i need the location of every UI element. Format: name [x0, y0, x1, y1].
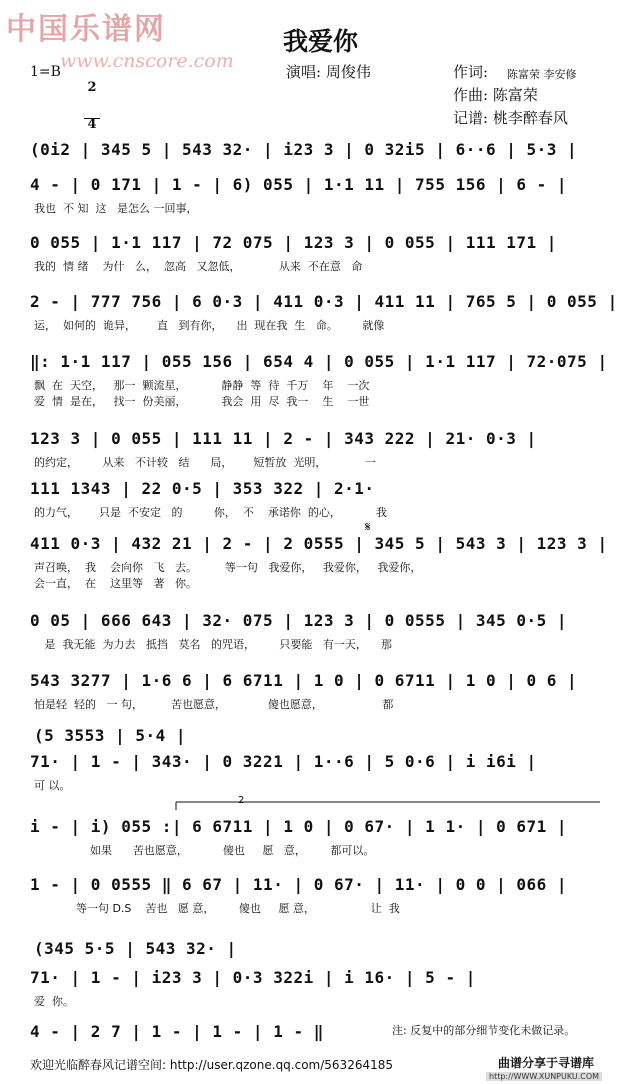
notation-line: (0i2 | 345 5 | 543 32· | i23 3 | 0 32i5 | 6··6 | 5·3 | — [30, 140, 578, 159]
singer-credit: 演唱: 周俊伟 — [286, 63, 371, 81]
time-signature-top: 2 — [87, 80, 97, 95]
notation-line: 4 - | 2 7 | 1 - | 1 - | 1 - ‖ — [30, 1022, 324, 1041]
notation-line: ‖: 1·1 117 | 055 156 | 654 4 | 0 055 | 1·1 117 | 72·075 | — [30, 352, 608, 371]
notation-line: 0 055 | 1·1 117 | 72 075 | 123 3 | 0 055 | 111 171 | — [30, 233, 557, 252]
lyric-line: 飘 在 天空， 那一 颗流星， 静静 等 待 千万 年 一次 — [34, 379, 370, 392]
song-title: 我爱你 — [282, 27, 358, 56]
lyricist-label: 作词: — [453, 63, 489, 81]
lyric-line: 会一直， 在 这里等 著 你。 — [34, 577, 197, 590]
source-logo-url: http://WWW.XUNPUKU.COM — [486, 1072, 602, 1081]
time-signature-bottom: 4 — [84, 118, 100, 131]
site-watermark: 中国乐谱网 — [6, 12, 166, 47]
notation-line: 543 3277 | 1·6 6 | 6 6711 | 1 0 | 0 6711 | 1 0 | 0 6 | — [30, 671, 578, 690]
notation-line: (5 3553 | 5·4 | — [34, 726, 186, 745]
notation-line: 2 - | 777 756 | 6 0·3 | 411 0·3 | 411 11 | 765 5 | 0 055 | — [30, 292, 618, 311]
notation-line: 1 - | 0 0555 ‖ 6 67 | 11· | 0 67· | 11· | 0 0 | 066 | — [30, 875, 568, 894]
lyric-line: 的约定， 从来 不计较 结 局， 短暂放 光明， 一 — [34, 456, 376, 469]
lyric-line: 我也 不 知 这 是怎么 一回事， — [34, 202, 198, 215]
transcription-note: 注: 反复中的部分细节变化未做记录。 — [392, 1024, 576, 1037]
composer-credit: 作曲: 陈富荣 — [453, 86, 538, 104]
lyric-line: 爱 情 是在， 找一 份美丽， 我会 用 尽 我一 生 一世 — [34, 395, 370, 408]
transcriber-credit: 记谱: 桃李醉春风 — [453, 109, 568, 127]
lyric-line: 爱 你。 — [34, 995, 74, 1008]
notation-line: 71· | 1 - | 343· | 0 3221 | 1··6 | 5 0·6 | i i6i | — [30, 752, 537, 771]
lyric-line: 等一句 D.S 苦也 愿 意， 傻也 愿 意， 让 我 — [34, 902, 400, 915]
key-signature: 1=B — [30, 64, 61, 80]
segno-sign: 𝄋 — [365, 520, 371, 535]
footer-credit: 欢迎光临醉春风记谱空间: http://user.qzone.qq.com/563264185 — [30, 1058, 394, 1072]
notation-line: (345 5·5 | 543 32· | — [34, 939, 237, 958]
notation-line: 111 1343 | 22 0·5 | 353 322 | 2·1· — [30, 479, 385, 498]
lyric-line: 声召唤， 我 会向你 飞 去。 等一句 我爱你， 我爱你， 我爱你， — [34, 561, 422, 574]
lyric-line: 我的 情 绪 为什 么， 忽高 又忽低， 从来 不在意 命 — [34, 260, 363, 273]
lyric-line: 运， 如何的 诡异， 直 到有你， 出 现在我 生 命。 就像 — [34, 319, 385, 332]
source-logo: 曲谱分享于寻谱库 — [498, 1056, 595, 1070]
lyric-line: 是 我无能 为力去 抵挡 莫名 的咒语， 只要能 有一天， 那 — [34, 638, 392, 651]
lyric-line: 怕是轻 轻的 一 句， 苦也愿意， 傻也愿意， 都 — [34, 698, 394, 711]
site-url-watermark: www.cnscore.com — [60, 50, 234, 72]
notation-line: 71· | 1 - | i23 3 | 0·3 322i | i 16· | 5 - | — [30, 968, 476, 987]
lyricist-credit: 陈富荣 李安修 — [507, 68, 577, 81]
notation-line: 123 3 | 0 055 | 111 11 | 2 - | 343 222 | 21· 0·3 | — [30, 429, 537, 448]
lyric-line: 的力气， 只是 不安定 的 你， 不 承诺你 的心， 我 — [34, 506, 387, 519]
volta-number: 2 — [238, 795, 245, 806]
lyric-line: 如果 苦也愿意， 傻也 愿 意， 都可以。 — [34, 844, 375, 857]
notation-line: i - | i) 055 :| 6 6711 | 1 0 | 0 67· | 1 1· | 0 671 | — [30, 817, 568, 836]
notation-line: 0 05 | 666 643 | 32· 075 | 123 3 | 0 0555 | 345 0·5 | — [30, 611, 568, 630]
lyric-line: 可 以。 — [34, 779, 71, 792]
notation-line: 411 0·3 | 432 21 | 2 - | 2 0555 | 345 5 | 543 3 | 123 3 | — [30, 534, 608, 553]
notation-line: 4 - | 0 171 | 1 - | 6) 055 | 1·1 11 | 755 156 | 6 - | — [30, 175, 568, 194]
